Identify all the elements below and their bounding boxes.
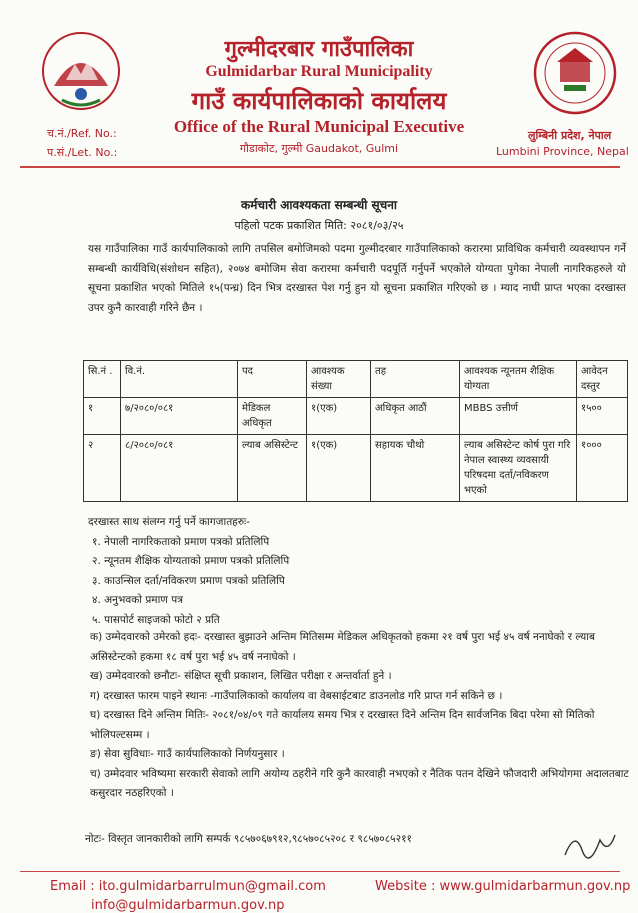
table-cell: MBBS उत्तीर्ण [460,398,577,435]
list-item: ४. अनुभवको प्रमाण पत्र [92,594,183,606]
signature-mark [560,825,620,865]
table-cell: ७/२०८०/०८१ [121,398,238,435]
header-divider [20,166,620,168]
table-cell: १(एक) [307,435,371,502]
office-address: गौडाकोट, गुल्मी Gaudakot, Gulmi [239,142,399,155]
table-cell: मेडिकल अधिकृत [238,398,307,435]
table-cell: १ [84,398,121,435]
province-np: लुम्बिनी प्रदेश, नेपाल [528,129,612,142]
list-item: ३. काउन्सिल दर्ता/नविकरण प्रमाण पत्रको प्रतिलिपि [92,574,285,587]
table-cell: २ [84,435,121,502]
col-header: तह [371,361,460,398]
list-item: च) उम्मेदवार भविष्यमा सरकारी सेवाको लागि अयोग्य ठहरीने गरि कुनै कारवाही नभएको र नैतिक पतन देखिने फौजदारी अभियोगमा अदालतबाट कसुरदार नठहरिएको । [90,767,629,799]
ref-no-label: च.नं./Ref. No.: [47,127,117,140]
list-item: ५. पासपोर्ट साइजको फोटो २ प्रति [92,613,220,626]
table-cell: १००० [577,435,628,502]
table-cell: ८/२०८०/०८१ [121,435,238,502]
list-item: ख) उम्मेदवारको छनौटः- संक्षिप्त सूची प्रकाशन, लिखित परीक्षा र अन्तर्वार्ता हुने । [90,670,392,682]
documents-heading: दरखास्त साथ संलग्न गर्नु पर्ने कागजातहरुः- [88,516,250,528]
table-cell: ल्याब असिस्टेन्ट [238,435,307,502]
table-cell: सहायक चौथो [371,435,460,502]
table-cell: ल्याब असिस्टेन्ट कोर्ष पुरा गरि नेपाल स्वास्थ्य व्यवसायी परिषदमा दर्ता/नविकरण भएको [460,435,577,502]
footer-website[interactable]: Website : www.gulmidarbarmun.gov.np [375,879,631,894]
col-header: आवश्यक संख्या [307,361,371,398]
office-name-en: Office of the Rural Municipal Executive [173,117,465,136]
col-header: पद [238,361,307,398]
list-item: घ) दरखास्त दिने अन्तिम मितिः- २०८१/०४/०९ गते कार्यालय समय भित्र र दरखास्त दिने अन्तिम दिन सार्वजनिक बिदा परेमा सो मितिको भोलिपल्टसम्म । [90,709,595,741]
municipality-name-np: गुल्मीदरबार गाउँपालिका [224,37,414,62]
terms-list [90,628,630,804]
footer-divider [20,871,620,872]
table-row [84,398,628,435]
notice-date: पहिलो पटक प्रकाशित मिति: २०८१/०३/२५ [234,219,404,232]
table-header-row [84,361,628,398]
letter-no-label: प.सं./Let. No.: [47,146,118,159]
list-item: क) उम्मेदवारको उमेरको हदः- दरखास्त बुझाउने अन्तिम मितिसम्म मेडिकल अधिकृतको हकमा २१ वर्ष पुरा भई ४५ वर्ष ननाघेको र ल्याब असिस्टेन्टको हकमा १८ वर्ष पुरा भई ४५ वर्ष ननाघेको । [90,631,595,663]
col-header: आवेदन दस्तुर [577,361,628,398]
table-cell: १५०० [577,398,628,435]
table-cell: १(एक) [307,398,371,435]
office-name-np: गाउँ कार्यपालिकाको कार्यालय [191,87,447,115]
footer-email-2[interactable]: info@gulmidarbarmun.gov.np [91,898,285,913]
list-item: १. नेपाली नागरिकताको प्रमाण पत्रको प्रतिलिपि [92,535,270,548]
documents-list [88,513,628,630]
col-header: वि.नं. [121,361,238,398]
footer-email[interactable]: Email : ito.gulmidarbarrulmun@gmail.com [50,879,326,894]
list-item: ग) दरखास्त फारम पाइने स्थानः -गाउँपालिकाको कार्यालय वा वेबसाईटबाट डाउनलोड गरि प्राप्त गर्न सकिने छ । [90,689,503,702]
table-row [84,435,628,502]
table-cell: अधिकृत आठौं [371,398,460,435]
col-header: सि.नं . [84,361,121,398]
list-item: २. न्यूनतम शैक्षिक योग्यताको प्रमाण पत्रको प्रतिलिपि [92,555,290,567]
list-item: ङ) सेवा सुविधाः- गाउँ कार्यपालिकाको निर्णयनुसार । [90,748,285,760]
municipality-name-en: Gulmidarbar Rural Municipality [205,63,433,80]
posts-table [83,360,628,502]
province-en: Lumbini Province, Nepal [496,145,629,158]
contact-note: नोटः- विस्तृत जानकारीको लागि सम्पर्क ९८५७०६७९१२,९८५७०८५२०८ र ९८५७०८५२११ [85,833,413,845]
notice-paragraph: यस गाउँपालिका गाउँ कार्यपालिकाको लागि तपसिल बमोजिमको पदमा गुल्मीदरबार गाउँपालिकाको करारमा प्राविधिक कर्मचारी व्यवस्थापन गर्ने सम्बन्धी कार्यविधि(संशोधन सहित), २०७४ बमोजिम सेवा करारमा कर्मचारी पदपूर्ति गर्नुपर्ने भएकोले योग्यता पुगेका नेपाली नागरिकहरुले यो सूचना प्रकाशित भएको मितिले १५(पन्ध्र) दिन भित्र दरखास्त पेश गर्नु हुन यो सूचना प्रकाशित गरिएको छ । म्याद नाघी प्राप्त भएका दरखास्त उपर कुनै कारवाही गरिने छैन । [88,243,626,314]
col-header: आवश्यक न्यूनतम शैक्षिक योग्यता [460,361,577,398]
notice-title: कर्मचारी आवश्यकता सम्बन्धी सूचना [240,198,397,212]
